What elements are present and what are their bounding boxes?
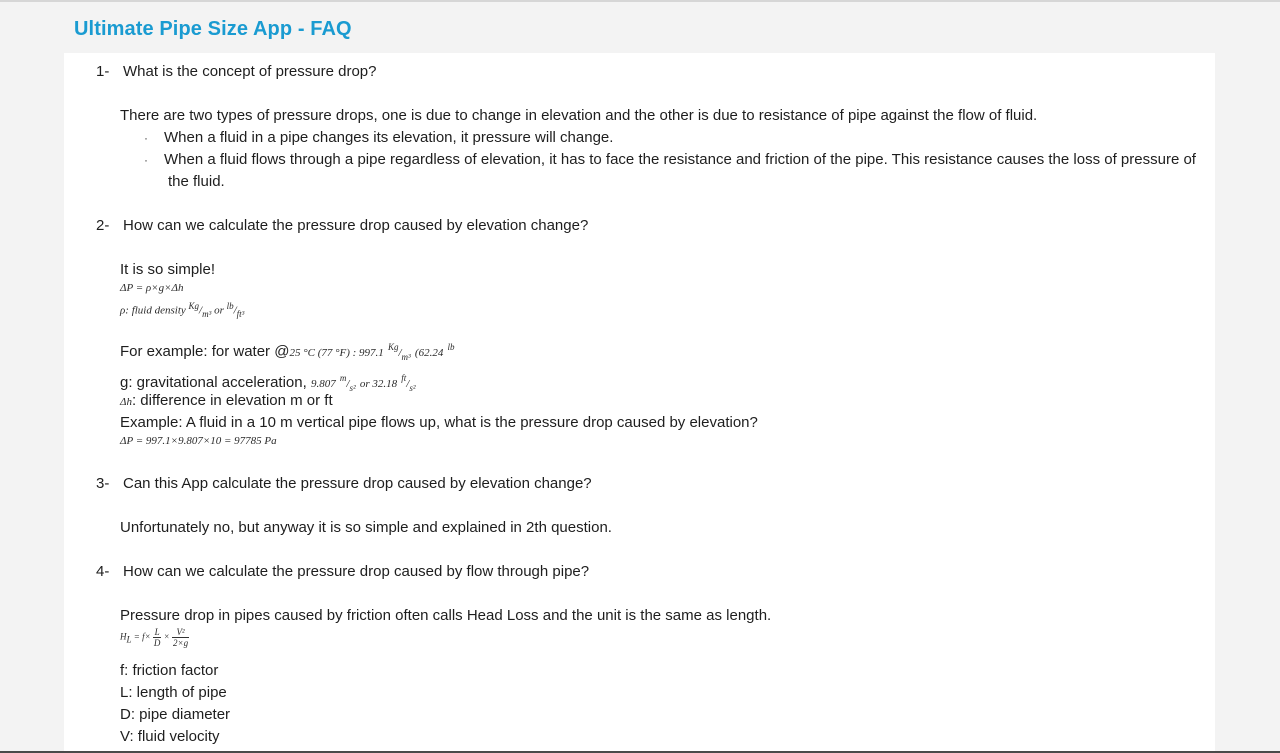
gravity-unit-m: m <box>339 373 347 383</box>
example-question: Example: A fluid in a 10 m vertical pipe flows up, what is the pressure drop caused by elevation? <box>120 414 758 431</box>
density-label: ρ: fluid density <box>120 304 186 317</box>
question-text: What is the concept of pressure drop? <box>123 63 377 80</box>
pressure-formula: ΔP = ρ×g×Δh <box>120 282 184 294</box>
answer-line: Unfortunately no, but anyway it is so simple and explained in 2th question. <box>120 519 612 536</box>
gravity-unit-ft: ft <box>401 373 407 383</box>
answer-line: It is so simple! <box>120 261 216 278</box>
gravity-or-value: or 32.18 <box>359 378 398 390</box>
density-unit-lb: lb <box>226 301 234 311</box>
gravity-definition: g: gravitational acceleration, 9.807 $^m/_{s^2}$ or 32.18 $^{ft}/_{s^2}$ <box>120 373 416 393</box>
bullet-item: When a fluid in a pipe changes its elevation, it pressure will change. <box>164 129 614 146</box>
example-tail-unit: lb <box>447 342 455 352</box>
example-unit-m3: m³ <box>401 352 411 362</box>
fraction-v2-over-2g <box>172 627 189 648</box>
definition-item: L: length of pipe <box>120 684 227 701</box>
answer-intro: There are two types of pressure drops, one is due to change in elevation and the other is due to resistance of pipe against the flow of fluid. <box>120 107 1038 124</box>
faq-question-1 <box>96 63 376 80</box>
gravity-unit-s2: s² <box>349 383 356 393</box>
density-unit-kg: Kg <box>188 301 200 311</box>
faq-question-3 <box>96 475 592 492</box>
density-example: For example: for water @25 °C (77 °F) : 997.1 $^{Kg}/_{m^3}$ (62.24 $^{lb}$ <box>120 342 455 362</box>
top-divider <box>0 0 1280 2</box>
delta-h-text: : difference in elevation m or ft <box>131 392 333 409</box>
formula-equals: = f× <box>133 631 151 642</box>
question-number: 1- <box>96 63 110 80</box>
question-text: How can we calculate the pressure drop caused by flow through pipe? <box>123 563 590 580</box>
example-prefix: For example: for water @ <box>120 343 290 360</box>
example-math: 25 °C (77 °F) : 997.1 <box>289 347 384 359</box>
gravity-label: g: gravitational acceleration, <box>120 374 307 391</box>
bullet-dot-icon: · <box>144 131 148 145</box>
faq-question-2 <box>96 217 588 234</box>
faq-content[interactable] <box>64 53 1215 753</box>
question-number: 3- <box>96 475 110 492</box>
fraction-numerator: L <box>154 627 160 637</box>
question-number: 4- <box>96 563 110 580</box>
fraction-l-over-d <box>153 627 162 648</box>
fraction-denominator: D <box>153 638 161 648</box>
formula-lhs: H <box>120 631 127 642</box>
page-title: Ultimate Pipe Size App - FAQ <box>74 18 352 40</box>
fraction-numerator: V² <box>172 627 189 638</box>
example-answer: ΔP = 997.1×9.807×10 = 97785 Pa <box>120 435 277 447</box>
density-definition: ρ: fluid density $^{Kg}/_{m^3}$ or $^{lb}/_{ft^3}$ <box>120 301 245 319</box>
formula-lhs-sub: L <box>126 634 132 645</box>
gravity-unit-s2-b: s² <box>409 383 416 393</box>
head-loss-formula <box>120 627 189 648</box>
formula-times: × <box>163 631 170 642</box>
density-unit-m3: m³ <box>202 308 212 319</box>
answer-intro: Pressure drop in pipes caused by friction often calls Head Loss and the unit is the same as length. <box>120 607 772 624</box>
definition-item: D: pipe diameter <box>120 706 231 723</box>
density-unit-ft3: ft³ <box>236 308 245 319</box>
question-number: 2- <box>96 217 110 234</box>
example-unit-kg: Kg <box>387 342 399 352</box>
bullet-dot-icon: · <box>144 153 148 167</box>
question-text: How can we calculate the pressure drop caused by elevation change? <box>123 217 589 234</box>
faq-question-4 <box>96 563 589 580</box>
fraction-denominator: 2×g <box>173 638 189 648</box>
delta-h-symbol: Δh <box>120 396 132 408</box>
example-tail: (62.24 <box>414 347 444 359</box>
bullet-item: When a fluid flows through a pipe regardless of elevation, it has to face the resistance and friction of the pipe. This resistance causes the loss of pressure of <box>164 151 1196 168</box>
question-text: Can this App calculate the pressure drop caused by elevation change? <box>123 475 592 492</box>
elevation-definition <box>120 392 333 411</box>
bullet-item-continuation: the fluid. <box>168 173 225 190</box>
definition-item: f: friction factor <box>120 662 219 679</box>
definition-item: V: fluid velocity <box>120 728 220 745</box>
gravity-value: 9.807 <box>310 378 336 390</box>
density-or: or <box>214 304 224 317</box>
